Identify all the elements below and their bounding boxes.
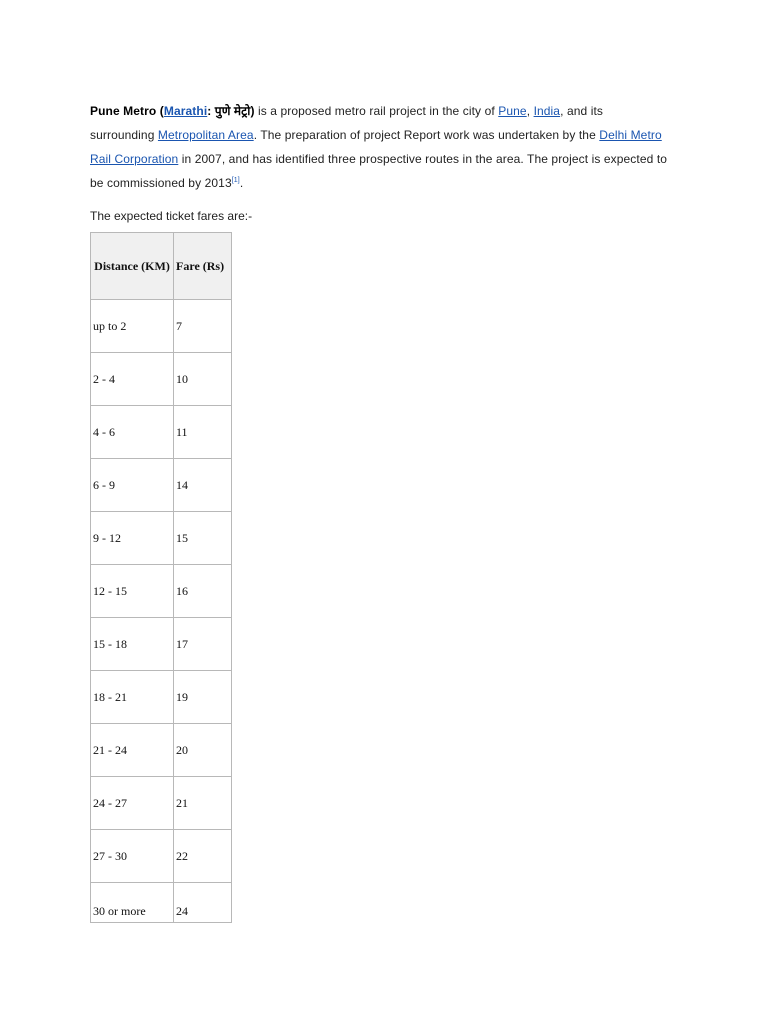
article-title-text: Pune Metro	[90, 104, 157, 118]
distance-cell: 9 - 12	[91, 512, 174, 565]
distance-cell: 15 - 18	[91, 618, 174, 671]
fare-cell: 19	[174, 671, 232, 724]
article-title	[90, 104, 255, 118]
table-row	[91, 406, 232, 459]
paren-open: (	[156, 104, 164, 118]
india-link[interactable]: India	[533, 104, 561, 118]
table-row	[91, 724, 232, 777]
pune-link[interactable]: Pune	[498, 104, 527, 118]
distance-cell: 4 - 6	[91, 406, 174, 459]
fare-header: Fare (Rs)	[174, 233, 232, 300]
intro-paragraph	[90, 99, 670, 195]
fare-cell: 24	[174, 883, 232, 923]
fare-cell: 22	[174, 830, 232, 883]
table-row	[91, 459, 232, 512]
intro-text-4: in 2007, and has identified three prospective routes in the area. The project is expected to be commissioned by 2013	[90, 152, 668, 190]
table-row	[91, 777, 232, 830]
fare-cell: 14	[174, 459, 232, 512]
metropolitan-area-link[interactable]: Metropolitan Area	[157, 128, 254, 142]
intro-comma: ,	[526, 104, 534, 118]
distance-cell: up to 2	[91, 300, 174, 353]
distance-cell: 2 - 4	[91, 353, 174, 406]
distance-cell: 24 - 27	[91, 777, 174, 830]
table-row	[91, 618, 232, 671]
fares-lead-text: The expected ticket fares are:-	[90, 209, 253, 223]
fare-cell: 7	[174, 300, 232, 353]
intro-period: .	[239, 176, 244, 190]
intro-text-3: . The preparation of project Report work was undertaken by the	[253, 128, 600, 142]
table-row	[91, 830, 232, 883]
table-row	[91, 512, 232, 565]
table-row	[91, 671, 232, 724]
distance-cell: 30 or more	[91, 883, 174, 923]
distance-cell: 18 - 21	[91, 671, 174, 724]
fare-cell: 10	[174, 353, 232, 406]
fare-cell: 11	[174, 406, 232, 459]
fare-cell: 15	[174, 512, 232, 565]
fare-table	[90, 232, 232, 923]
distance-cell: 21 - 24	[91, 724, 174, 777]
table-row	[91, 300, 232, 353]
distance-cell: 27 - 30	[91, 830, 174, 883]
table-row	[91, 883, 232, 923]
marathi-link[interactable]: Marathi	[163, 104, 208, 118]
citation	[232, 177, 240, 184]
fare-cell: 21	[174, 777, 232, 830]
citation-link[interactable]: [1]	[231, 177, 240, 184]
fare-cell: 20	[174, 724, 232, 777]
paren-close: )	[250, 104, 255, 118]
distance-header: Distance (KM)	[91, 233, 174, 300]
fare-cell: 16	[174, 565, 232, 618]
fare-table-body	[91, 300, 232, 923]
fare-cell: 17	[174, 618, 232, 671]
dmrc-link[interactable]: Delhi Metro Rail Corporation	[90, 128, 662, 166]
marathi-separator: :	[207, 104, 215, 118]
distance-cell: 12 - 15	[91, 565, 174, 618]
fare-table-header-row	[91, 233, 232, 300]
table-row	[91, 565, 232, 618]
intro-text-2: , and its surrounding	[90, 104, 604, 142]
distance-cell: 6 - 9	[91, 459, 174, 512]
intro-text-1: is a proposed metro rail project in the city of	[254, 104, 499, 118]
table-row	[91, 353, 232, 406]
marathi-name: पुणे मेट्रो	[214, 104, 251, 118]
